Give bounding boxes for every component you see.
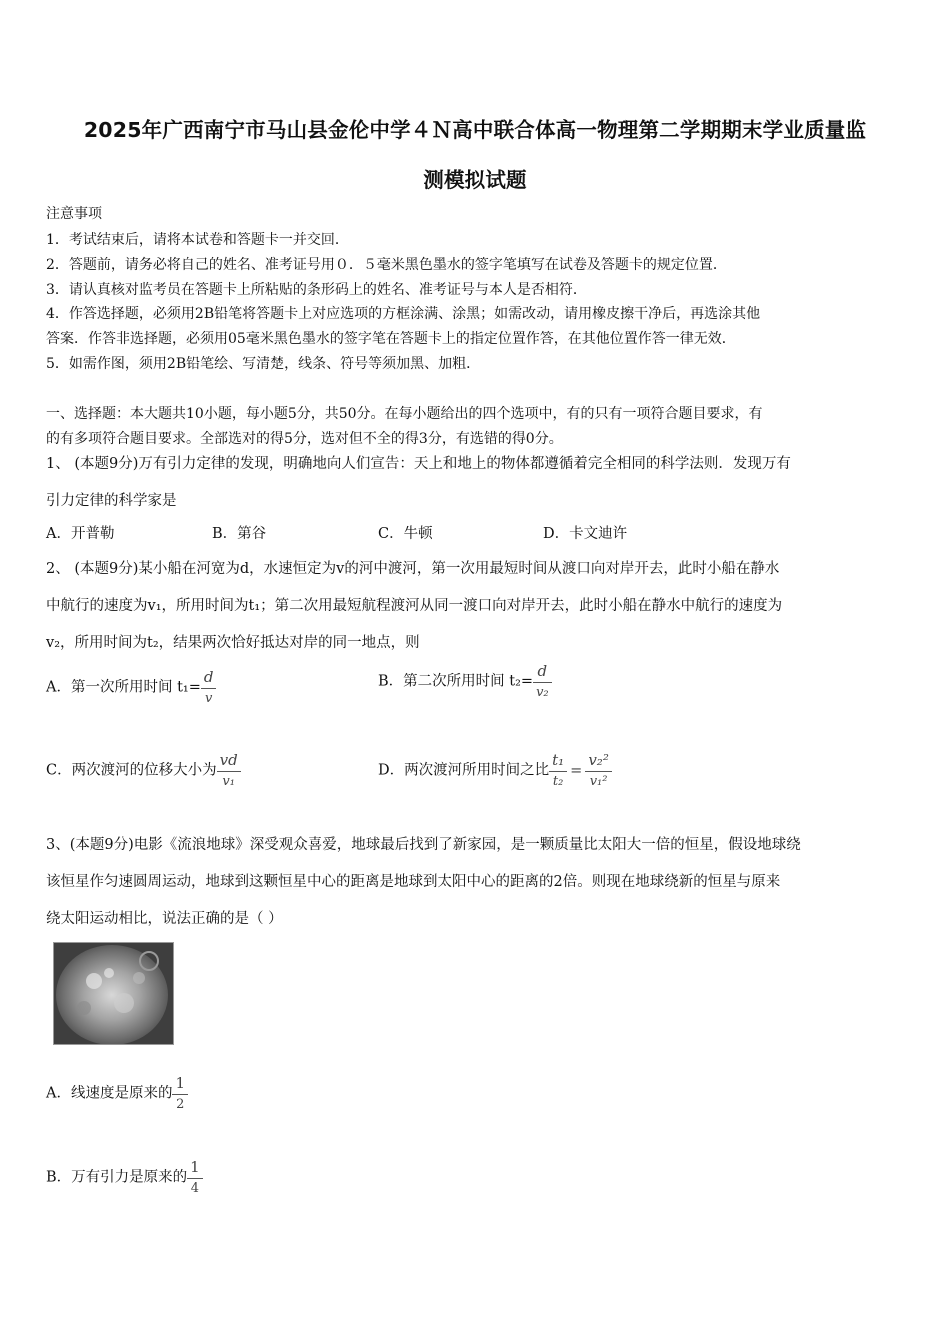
q2-option-a [46,670,216,705]
q2-option-d-label: D．两次渡河所用时间之比 [378,762,550,779]
exam-title-line1: 2025年广西南宁市马山县金伦中学４Ｎ高中联合体高一物理第二学期期末学业质量监 [83,118,867,142]
exam-title-line2: 测模拟试题 [423,168,527,192]
fraction-numerator: d [201,670,217,689]
fraction-denominator: v₁ [222,774,235,789]
q2-option-d-fraction-t [549,753,567,788]
q1-option-c: C．牛顿 [378,526,433,542]
q3-option-b-label: B．万有引力是原来的 [46,1169,188,1186]
fraction-denominator: t₂ [552,774,564,789]
q2-option-d-fraction-v [585,753,612,788]
notice-item-2: 2．答题前，请务必将自己的姓名、准考证号用０．５毫米黑色墨水的签字笔填写在试卷及答题卡的规定位置． [46,257,727,273]
q2-option-d [378,753,612,788]
q1-stem-line1: 1、 (本题9分)万有引力定律的发现，明确地向人们宣告：天上和地上的物体都遵循着完全相同的科学法则．发现万有 [46,456,791,472]
q2-option-a-fraction [201,670,217,705]
q2-option-b-fraction [533,664,552,699]
q1-option-d: D．卡文迪许 [543,526,628,542]
fraction-denominator: v [205,691,213,706]
q3-stem-line2: 该恒星作匀速圆周运动，地球到这颗恒星中心的距离是地球到太阳中心的距离的2倍。则现在地球绕新的恒星与原来 [46,874,781,890]
q2-stem-line3: v₂，所用时间为t₂，结果两次恰好抵达对岸的同一地点，则 [46,635,420,651]
fraction-numerator: t₁ [549,753,567,772]
q3-stem-line1: 3、(本题9分)电影《流浪地球》深受观众喜爱，地球最后找到了新家园，是一颗质量比太阳大一倍的恒星，假设地球绕 [46,837,801,853]
notice-heading: 注意事项 [46,206,102,222]
notice-item-1: 1．考试结束后，请将本试卷和答题卡一并交回． [46,232,349,248]
star-illustration [54,943,173,1044]
fraction-denominator: v₁² [589,774,608,789]
q2-stem-line2: 中航行的速度为v₁，所用时间为t₁；第二次用最短航程渡河从同一渡口向对岸开去，此时小船在静水中航行的速度为 [46,598,783,614]
fraction-numerator: d [533,664,552,683]
q2-option-b [378,664,552,699]
fraction-numerator: v₂² [585,753,612,772]
q2-option-c-label: C．两次渡河的位移大小为 [46,762,217,779]
notice-item-3: 3．请认真核对监考员在答题卡上所粘贴的条形码上的姓名、准考证号与本人是否相符． [46,282,587,298]
fraction-numerator: vd [217,753,241,772]
fraction-numerator: 1 [172,1076,188,1095]
q3-option-b [46,1160,203,1195]
equals-sign: = [570,762,583,779]
q3-option-a-label: A．线速度是原来的 [46,1085,173,1102]
q2-option-a-label: A．第一次所用时间 t₁= [46,679,201,696]
q3-option-b-fraction [187,1160,203,1195]
section1-instructions-line1: 一、选择题：本大题共10小题，每小题5分，共50分。在每小题给出的四个选项中，有的只有一项符合题目要求，有 [46,406,763,422]
q1-option-a: A．开普勒 [46,526,115,542]
q2-option-c [46,753,241,788]
q2-stem-line1: 2、 (本题9分)某小船在河宽为d，水速恒定为v的河中渡河，第一次用最短时间从渡口向对岸开去，此时小船在静水 [46,561,780,577]
notice-item-4: 4．作答选择题，必须用2B铅笔将答题卡上对应选项的方框涂满、涂黑；如需改动，请用橡皮擦干净后，再选涂其他 [46,306,761,322]
fraction-denominator: v₂ [536,685,549,700]
q2-option-c-fraction [217,753,241,788]
fraction-denominator: 4 [190,1181,200,1196]
section1-instructions-line2: 的有多项符合题目要求。全部选对的得5分，选对但不全的得3分，有选错的得0分。 [46,431,563,447]
q3-option-a [46,1076,188,1111]
fraction-numerator: 1 [187,1160,203,1179]
fraction-denominator: 2 [176,1097,185,1112]
star-image [53,942,174,1045]
q3-stem-line3: 绕太阳运动相比，说法正确的是（ ） [46,911,283,927]
notice-item-4-cont: 答案．作答非选择题，必须用05毫米黑色墨水的签字笔在答题卡上的指定位置作答，在其他位置作答一律无效． [46,331,736,347]
q3-option-a-fraction [172,1076,188,1111]
q1-option-b: B．第谷 [212,526,267,542]
notice-item-5: 5．如需作图，须用2B铅笔绘、写清楚，线条、符号等须加黑、加粗． [46,356,481,372]
q1-stem-line2: 引力定律的科学家是 [46,493,177,509]
q2-option-b-label: B．第二次所用时间 t₂= [378,673,534,690]
